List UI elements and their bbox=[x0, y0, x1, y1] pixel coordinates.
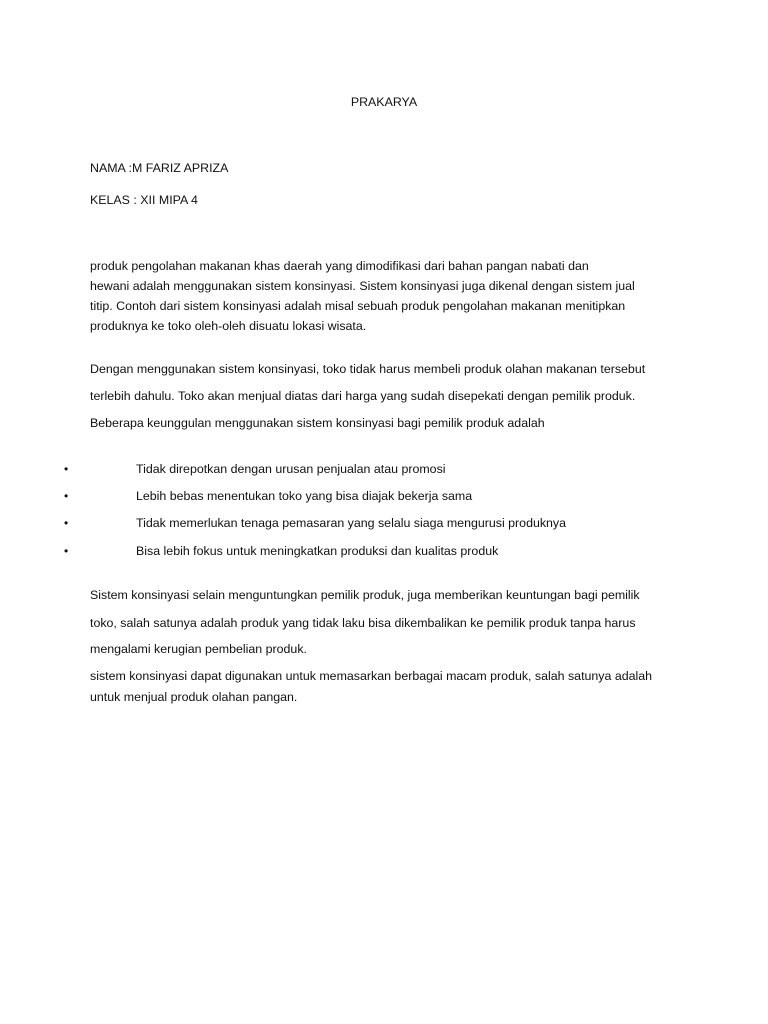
bullet-item: Lebih bebas menentukan toko yang bisa diajak bekerja sama bbox=[136, 489, 473, 503]
paragraph-3-line: Sistem konsinyasi selain menguntungkan pemilik produk, juga memberikan keuntungan bagi pemilik bbox=[90, 588, 640, 602]
paragraph-3-line: untuk menjual produk olahan pangan. bbox=[90, 690, 298, 704]
bullet-item: Bisa lebih fokus untuk meningkatkan produksi dan kualitas produk bbox=[136, 544, 499, 558]
bullet-marker: • bbox=[64, 544, 69, 558]
bullet-marker: • bbox=[64, 516, 69, 530]
paragraph-3-line: sistem konsinyasi dapat digunakan untuk memasarkan berbagai macam produk, salah satunya adalah bbox=[90, 669, 653, 683]
paragraph-2-line: Dengan menggunakan sistem konsinyasi, toko tidak harus membeli produk olahan makanan tersebut bbox=[90, 362, 646, 376]
bullet-item: Tidak memerlukan tenaga pemasaran yang selalu siaga mengurusi produknya bbox=[136, 516, 567, 530]
paragraph-3-line: mengalami kerugian pembelian produk. bbox=[90, 642, 307, 656]
paragraph-1-line: produknya ke toko oleh-oleh disuatu lokasi wisata. bbox=[90, 319, 367, 333]
paragraph-2-line: Beberapa keunggulan menggunakan sistem konsinyasi bagi pemilik produk adalah bbox=[90, 416, 545, 430]
page-title: PRAKARYA bbox=[350, 95, 418, 109]
paragraph-1-line: titip. Contoh dari sistem konsinyasi adalah misal sebuah produk pengolahan makanan menitipkan bbox=[90, 299, 626, 313]
paragraph-2-line: terlebih dahulu. Toko akan menjual diatas dari harga yang sudah disepekati dengan pemilik produk. bbox=[90, 389, 636, 403]
bullet-item: Tidak direpotkan dengan urusan penjualan atau promosi bbox=[136, 462, 446, 476]
paragraph-1-line: hewani adalah menggunakan sistem konsinyasi. Sistem konsinyasi juga dikenal dengan sistem jual bbox=[90, 279, 635, 293]
paragraph-3-line: toko, salah satunya adalah produk yang tidak laku bisa dikembalikan ke pemilik produk tanpa harus bbox=[90, 616, 636, 630]
student-class: KELAS : XII MIPA 4 bbox=[90, 193, 198, 207]
student-name: NAMA :M FARIZ APRIZA bbox=[90, 161, 229, 175]
bullet-marker: • bbox=[64, 489, 69, 503]
bullet-marker: • bbox=[64, 462, 69, 476]
paragraph-1-line: produk pengolahan makanan khas daerah yang dimodifikasi dari bahan pangan nabati dan bbox=[90, 259, 589, 273]
